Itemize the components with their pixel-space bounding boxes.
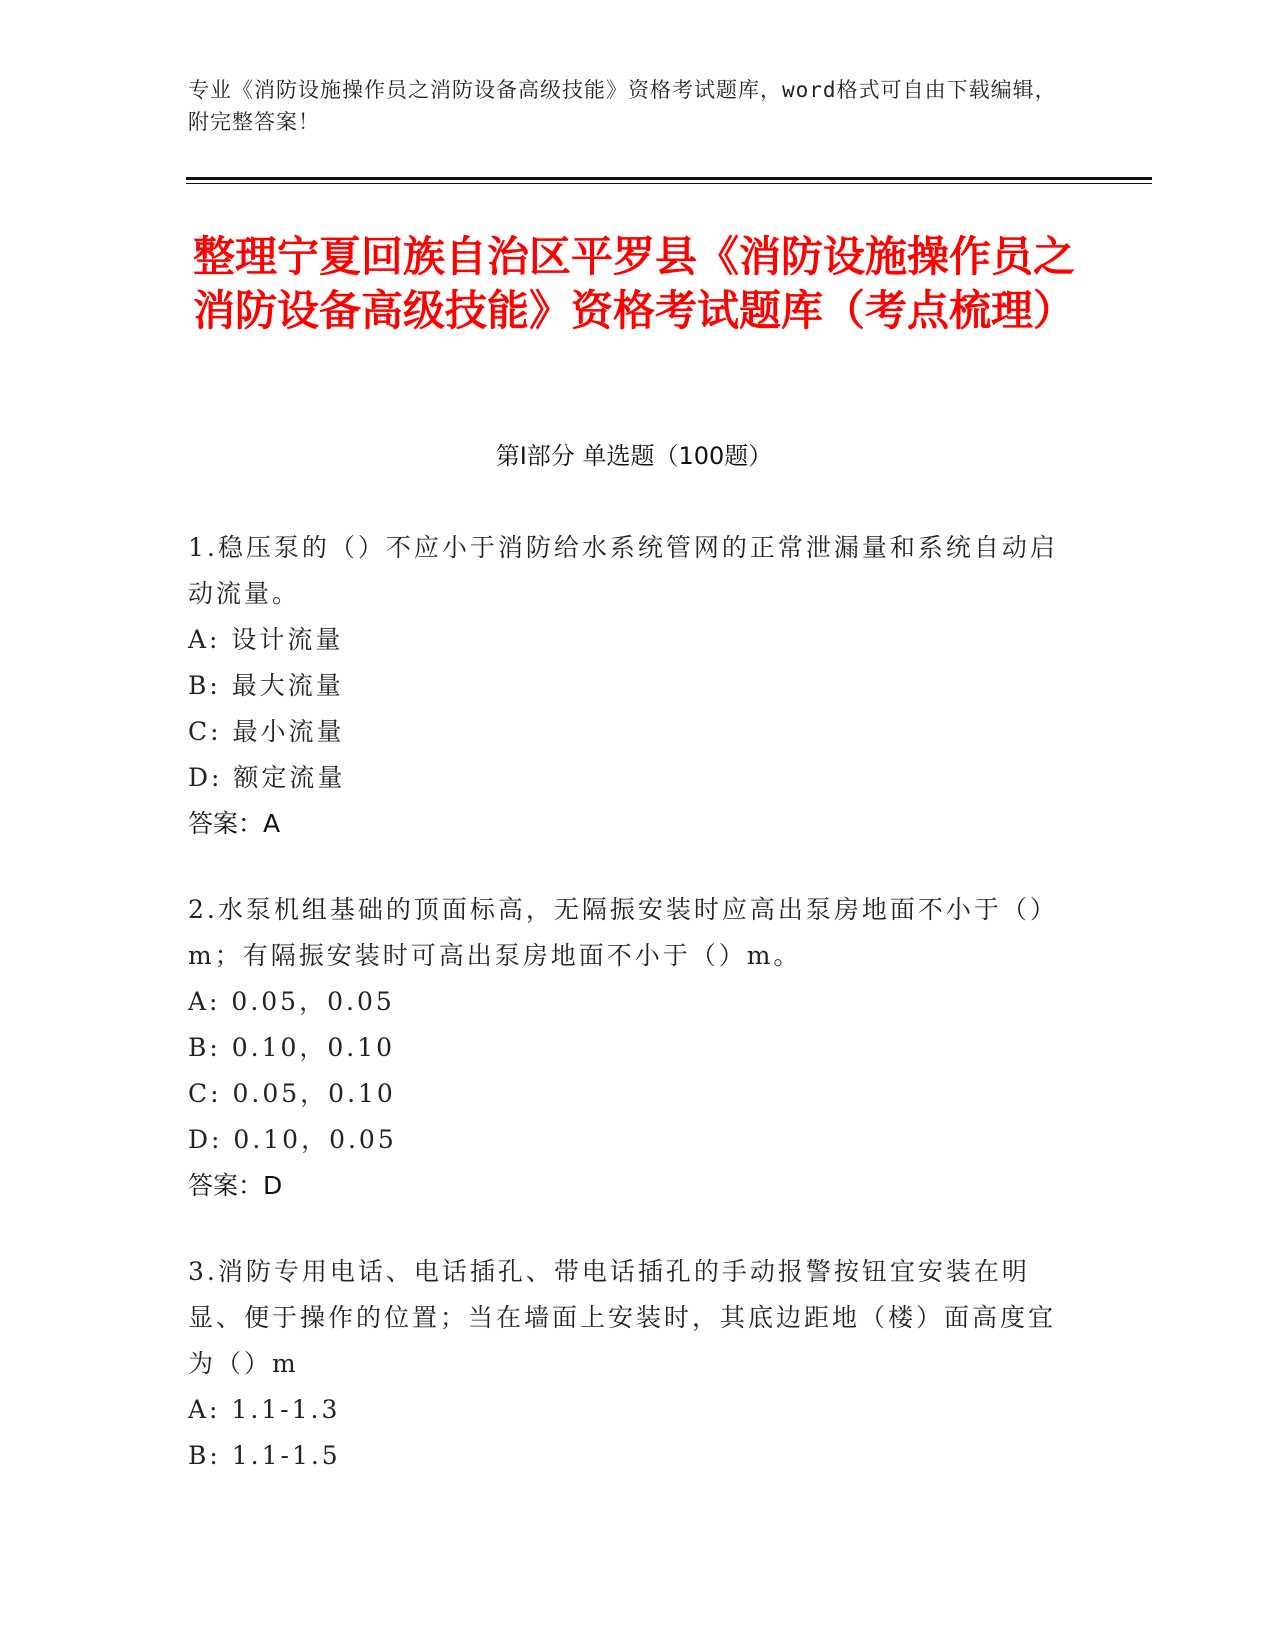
question-list (188, 525, 1068, 1519)
question-stem: 2.水泵机组基础的顶面标高，无隔振安装时应高出泵房地面不小于（）m；有隔振安装时可高出泵房地面不小于（）m。 (188, 895, 1058, 970)
question-stem: 1.稳压泵的（）不应小于消防给水系统管网的正常泄漏量和系统自动启动流量。 (188, 533, 1058, 608)
header-rule-thick (186, 177, 1152, 180)
option-d: D: 0.10，0.05 (188, 1125, 397, 1154)
question-stem: 3.消防专用电话、电话插孔、带电话插孔的手动报警按钮宜安装在明显、便于操作的位置；当在墙面上安装时，其底边距地（楼）面高度宜为（）m (188, 1257, 1057, 1378)
question-1 (188, 525, 1068, 847)
option-c: C: 0.05，0.10 (188, 1079, 396, 1108)
option-a: A: 设计流量 (188, 625, 344, 654)
option-a: A: 0.05，0.05 (188, 987, 395, 1016)
document-title: 整理宁夏回族自治区平罗县《消防设施操作员之消防设备高级技能》资格考试题库（考点梳理） (192, 232, 1075, 335)
option-b: B: 最大流量 (188, 671, 344, 700)
section-title: 第I部分 单选题（100题） (495, 442, 773, 470)
question-3 (188, 1249, 1068, 1479)
header-rule-thin (186, 183, 1152, 184)
answer: 答案：D (188, 1171, 283, 1200)
option-b: B: 0.10，0.10 (188, 1033, 396, 1062)
option-c: C: 最小流量 (188, 717, 345, 746)
option-b: B: 1.1-1.5 (188, 1441, 341, 1470)
header-note: 专业《消防设施操作员之消防设备高级技能》资格考试题库，word格式可自由下载编辑，附完整答案！ (188, 78, 1057, 134)
answer: 答案：A (188, 809, 281, 838)
question-2 (188, 887, 1068, 1209)
option-d: D: 额定流量 (188, 763, 346, 792)
option-a: A: 1.1-1.3 (188, 1395, 341, 1424)
